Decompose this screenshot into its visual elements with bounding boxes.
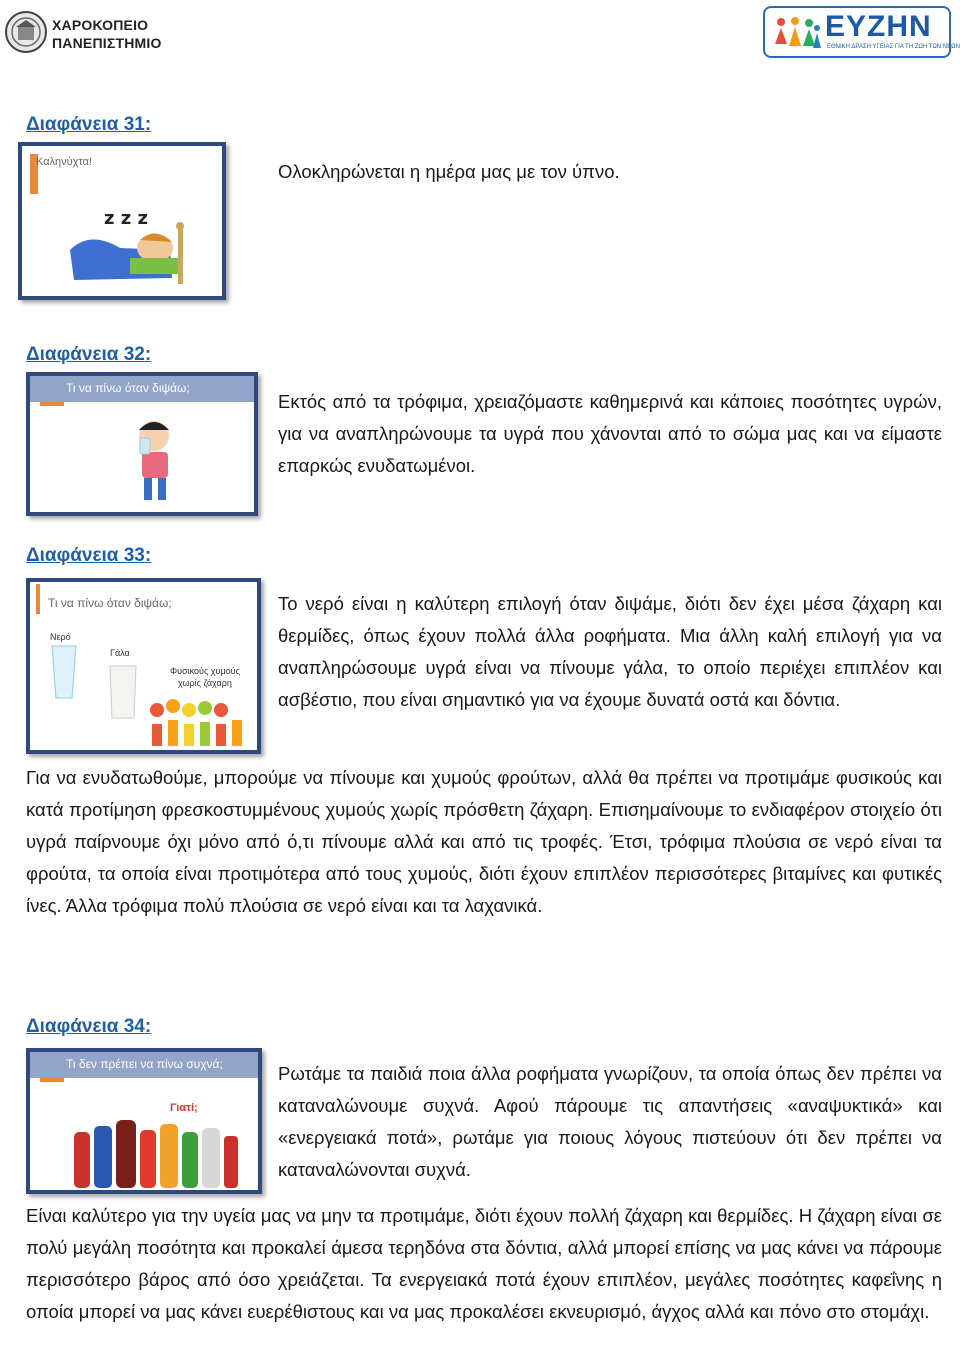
soft-drinks-icon xyxy=(72,1110,252,1190)
accent-bar xyxy=(40,402,64,406)
thumb-title: Τι να πίνω όταν διψάω; xyxy=(66,381,190,395)
thumb-label-juice: Φυσικούς χυμούς xyxy=(170,666,240,676)
eyzhn-logo xyxy=(763,6,960,58)
university-name: ΧΑΡΟΚΟΠΕΙΟ ΠΑΝΕΠΙΣΤΗΜΙΟ xyxy=(52,17,162,51)
slide-text: Το νερό είναι η καλύτερη επιλογή όταν διψάμε, διότι δεν έχει μέσα ζάχαρη και θερμίδες, όπως έχουν πολλά άλλα ροφήματα. Μια άλλη καλή επιλογή για να αναπληρώσουμε υγρά είναι να πίνουμε γάλα, το οποίο περιέχει επιπλέον και ασβέστιο, που είναι σημαντικό για να έχουμε δυνατά οστά και δόντια. xyxy=(278,593,942,710)
accent-bar xyxy=(40,1078,64,1082)
slide-thumbnail xyxy=(26,372,258,516)
slide-thumbnail xyxy=(26,578,261,754)
slide-text-continued: Είναι καλύτερο για την υγεία μας να μην τα προτιμάμε, διότι έχουν πολλή ζάχαρη και θερμίδες. Η ζάχαρη είναι σε πολύ μεγάλη ποσότητα και προκαλεί άμεσα τερηδόνα στα δόντια, αλλά μπορεί επίσης να μας κάνει να πάρουμε περισσότερο βάρος από όσο χρειάζεται. Τα ενεργειακά ποτά έχουν επιπλέον, μεγάλες ποσότητες καφεΐνης η οποία μπορεί να μας κάνει ευερέθιστους και να μας προκαλέσει εκνευρισμό, άγχος αλλά και πόνο στο στομάχι. xyxy=(26,1205,942,1322)
university-seal-icon xyxy=(4,10,48,54)
thumb-title: Καληνύχτα! xyxy=(36,156,93,168)
svg-text:z z z: z z z xyxy=(104,208,148,229)
accent-bar xyxy=(36,584,40,614)
thumb-label-water: Νερό xyxy=(50,632,71,642)
thumb-label-juice-sub: χωρίς ζάχαρη xyxy=(178,678,232,688)
slide-heading: Διαφάνεια 34: xyxy=(26,1016,152,1037)
program-name: ΕΥΖΗΝ xyxy=(825,10,932,43)
thumb-title: Τι να πίνω όταν διψάω; xyxy=(48,596,172,610)
thumb-label-why: Γιατί; xyxy=(170,1102,198,1114)
slide-text: Ρωτάμε τα παιδιά ποια άλλα ροφήματα γνωρίζουν, τα οποία όπως δεν πρέπει να καταναλώνουμε συχνά. Αφού πάρουμε τις απαντήσεις «αναψυκτικά» και «ενεργειακά ποτά», ρωτάμε για ποιους λόγους πιστεύουν ότι δεν πρέπει να καταναλώνονται συχνά. xyxy=(278,1063,942,1180)
slide-text-continued: Για να ενυδατωθούμε, μπορούμε να πίνουμε και χυμούς φρούτων, αλλά θα πρέπει να προτιμάμε φυσικούς και κατά προτίμηση φρεσκοστυμμένους χυμούς χωρίς πρόσθετη ζάχαρη. Επισημαίνουμε το ενδιαφέρον στοιχείο ότι υγρά παίρνουμε όχι μόνο από ό,τι πίνουμε αλλά και από τις τροφές. Έτσι, τρόφιμα πλούσια σε νερό είναι τα φρούτα, τα οποία είναι προτιμότερα από τους χυμούς, διότι έχουν επιπλέον περισσότερες βιταμίνες και φυτικές ίνες. Άλλα τρόφιμα πολύ πλούσια σε νερό είναι και τα λαχανικά. xyxy=(26,767,942,916)
slide-heading: Διαφάνεια 32: xyxy=(26,344,152,365)
children-figures-icon xyxy=(771,14,823,52)
program-subtitle: ΕΘΝΙΚΗ ΔΡΑΣΗ ΥΓΕΙΑΣ ΓΙΑ ΤΗ ΖΩΗ ΤΩΝ ΝΕΩΝ xyxy=(827,44,960,50)
slide-thumbnail xyxy=(26,1048,262,1194)
child-drinking-icon xyxy=(120,414,190,510)
university-logo xyxy=(4,10,174,56)
thumb-title: Τι δεν πρέπει να πίνω συχνά; xyxy=(66,1057,223,1071)
slide-text: Ολοκληρώνεται η ημέρα μας με τον ύπνο. xyxy=(278,161,620,182)
slide-thumbnail xyxy=(18,142,226,300)
thumb-label-milk: Γάλα xyxy=(110,648,130,658)
slide-heading: Διαφάνεια 33: xyxy=(26,545,152,566)
drinks-illustration-icon xyxy=(40,640,255,752)
slide-heading: Διαφάνεια 31: xyxy=(26,114,152,135)
slide-text: Εκτός από τα τρόφιμα, χρειαζόμαστε καθημερινά και κάποιες ποσότητες υγρών, για να αναπληρώνουμε τα υγρά που χάνονται από το σώμα μας και να είμαστε επαρκώς ενυδατωμένοι. xyxy=(278,391,942,476)
sleeping-child-icon xyxy=(60,200,200,290)
